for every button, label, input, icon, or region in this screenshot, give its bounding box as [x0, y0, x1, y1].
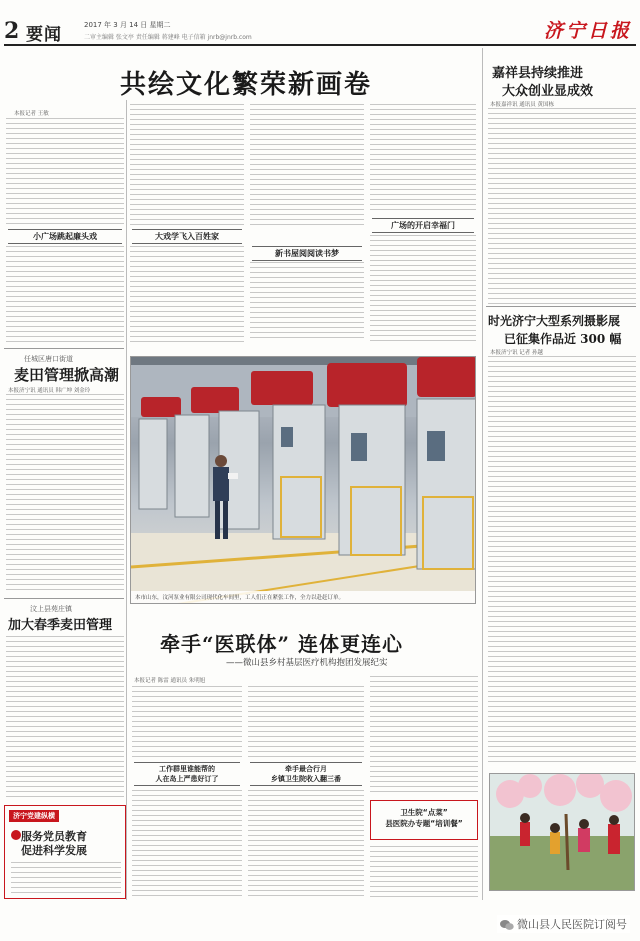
subhead-happiness-door: 广场的开启幸福门	[372, 218, 474, 233]
story-text-tangkou	[6, 394, 124, 594]
column-rule-left	[126, 100, 127, 900]
subhead-opera: 大戏学飞入百姓家	[132, 229, 242, 244]
editor-credits: 二审主编辑 张文亭 责任编辑 蒋建峰 电子信箱 jnrb@jnrb.com	[84, 34, 252, 41]
story-text-photo-exhibition	[488, 356, 636, 766]
main-story-text-5	[250, 104, 364, 226]
headline-jiaxiang-line-1: 嘉祥县持续推进	[492, 66, 584, 81]
subhead-book-house: 新书屋阅阅读书梦	[252, 246, 362, 261]
tree-planting-scene	[490, 774, 635, 891]
feature-subhead-2-line-2: 乡镇卫生院收入翻三番	[271, 775, 341, 783]
main-story-text-1	[6, 118, 124, 226]
feature-text-3	[248, 686, 364, 760]
party-building-box	[4, 805, 126, 899]
headline-spring-wheat: 加大春季麦田管理	[8, 618, 113, 633]
feature-subhead-1-line-1: 工作群里谁能帮的	[159, 765, 215, 773]
wechat-icon	[500, 919, 514, 931]
feature-callout-box	[370, 800, 478, 840]
story-kicker-tangkou: 任城区唐口街道	[24, 355, 73, 363]
main-story-text-3	[130, 104, 244, 226]
column-rule-right	[482, 48, 483, 900]
story-byline-tangkou: 本报济宁讯 通讯员 韩广坤 刘金玲	[8, 388, 91, 394]
page-header	[4, 16, 636, 46]
party-box-headline-line-1: 服务党员教育	[21, 830, 87, 843]
feature-byline: 本报记者 陈雷 通讯员 朱明旭	[134, 678, 206, 684]
factory-scene	[131, 357, 476, 604]
feature-callout-title	[371, 807, 477, 829]
feature-subtitle: ——微山县乡村基层医疗机构抱团发展纪实	[226, 658, 388, 668]
page-number: 2	[4, 18, 20, 44]
main-story-text-2	[6, 246, 124, 342]
feature-text-2	[132, 790, 242, 900]
story-byline-photo-exhibition: 本报济宁讯 记者 孙越	[490, 350, 543, 356]
story-kicker-yuanzhuang: 汶上县苑庄镇	[30, 605, 72, 613]
feature-text-6	[370, 846, 478, 900]
column-tag: 济宁党建纵横	[9, 810, 59, 822]
party-box-text	[11, 862, 121, 896]
tree-planting-photo	[489, 773, 635, 891]
watermark-text: 微山县人民医院订阅号	[517, 918, 627, 931]
divider	[4, 598, 124, 599]
subhead-square-dance: 小广场跳起廉头戏	[8, 229, 122, 244]
main-headline: 共绘文化繁荣新画卷	[120, 70, 373, 100]
feature-subhead-2	[250, 762, 362, 786]
divider	[486, 306, 636, 307]
feature-text-5	[370, 676, 478, 794]
issue-date: 2017 年 3 月 14 日 星期二	[84, 21, 171, 29]
main-story-text-6	[250, 262, 364, 342]
masthead-logo: 济宁日报	[543, 20, 632, 42]
story-byline-jiaxiang: 本报嘉祥讯 通讯员 黄国栋	[490, 102, 554, 108]
divider	[4, 348, 124, 349]
feature-headline: 牵手“医联体” 连体更连心	[160, 632, 403, 656]
feature-subhead-2-line-1: 牵手最合行月	[285, 765, 327, 773]
factory-photo	[130, 356, 476, 604]
party-emblem-icon	[11, 830, 21, 840]
story-text-jiaxiang	[488, 108, 636, 304]
party-box-headline-line-2: 促进科学发展	[21, 844, 87, 857]
story-text-yuanzhuang	[6, 636, 124, 800]
main-story-text-7	[370, 104, 476, 214]
party-box-headline	[21, 830, 87, 858]
main-story-byline: 本报记者 王敏	[14, 111, 49, 117]
wechat-watermark	[497, 915, 630, 933]
feature-text-4	[248, 790, 364, 900]
feature-subhead-1	[134, 762, 240, 786]
feature-text-1	[132, 686, 242, 760]
section-title: 要闻	[26, 25, 62, 45]
photo-caption: 本市山东，汶河泵业有限公司现代化车间里，工人们正在紧张工作，全力以赴赶订单。	[131, 591, 475, 603]
main-story-text-8	[370, 235, 476, 342]
headline-wheat-management: 麦田管理掀高潮	[14, 366, 120, 384]
feature-callout-line-1: 卫生院“点菜”	[400, 808, 448, 817]
main-story-text-4	[130, 246, 244, 342]
feature-subhead-1-line-2: 人在岛上严患好订了	[155, 775, 219, 783]
feature-callout-line-2: 县医院办专题“培训餐”	[385, 819, 463, 828]
headline-photo-exhibition-line-1: 时光济宁大型系列摄影展	[488, 314, 621, 328]
headline-jiaxiang-line-2: 大众创业显成效	[502, 84, 594, 99]
headline-photo-exhibition-line-2: 已征集作品近 300 幅	[504, 332, 622, 346]
